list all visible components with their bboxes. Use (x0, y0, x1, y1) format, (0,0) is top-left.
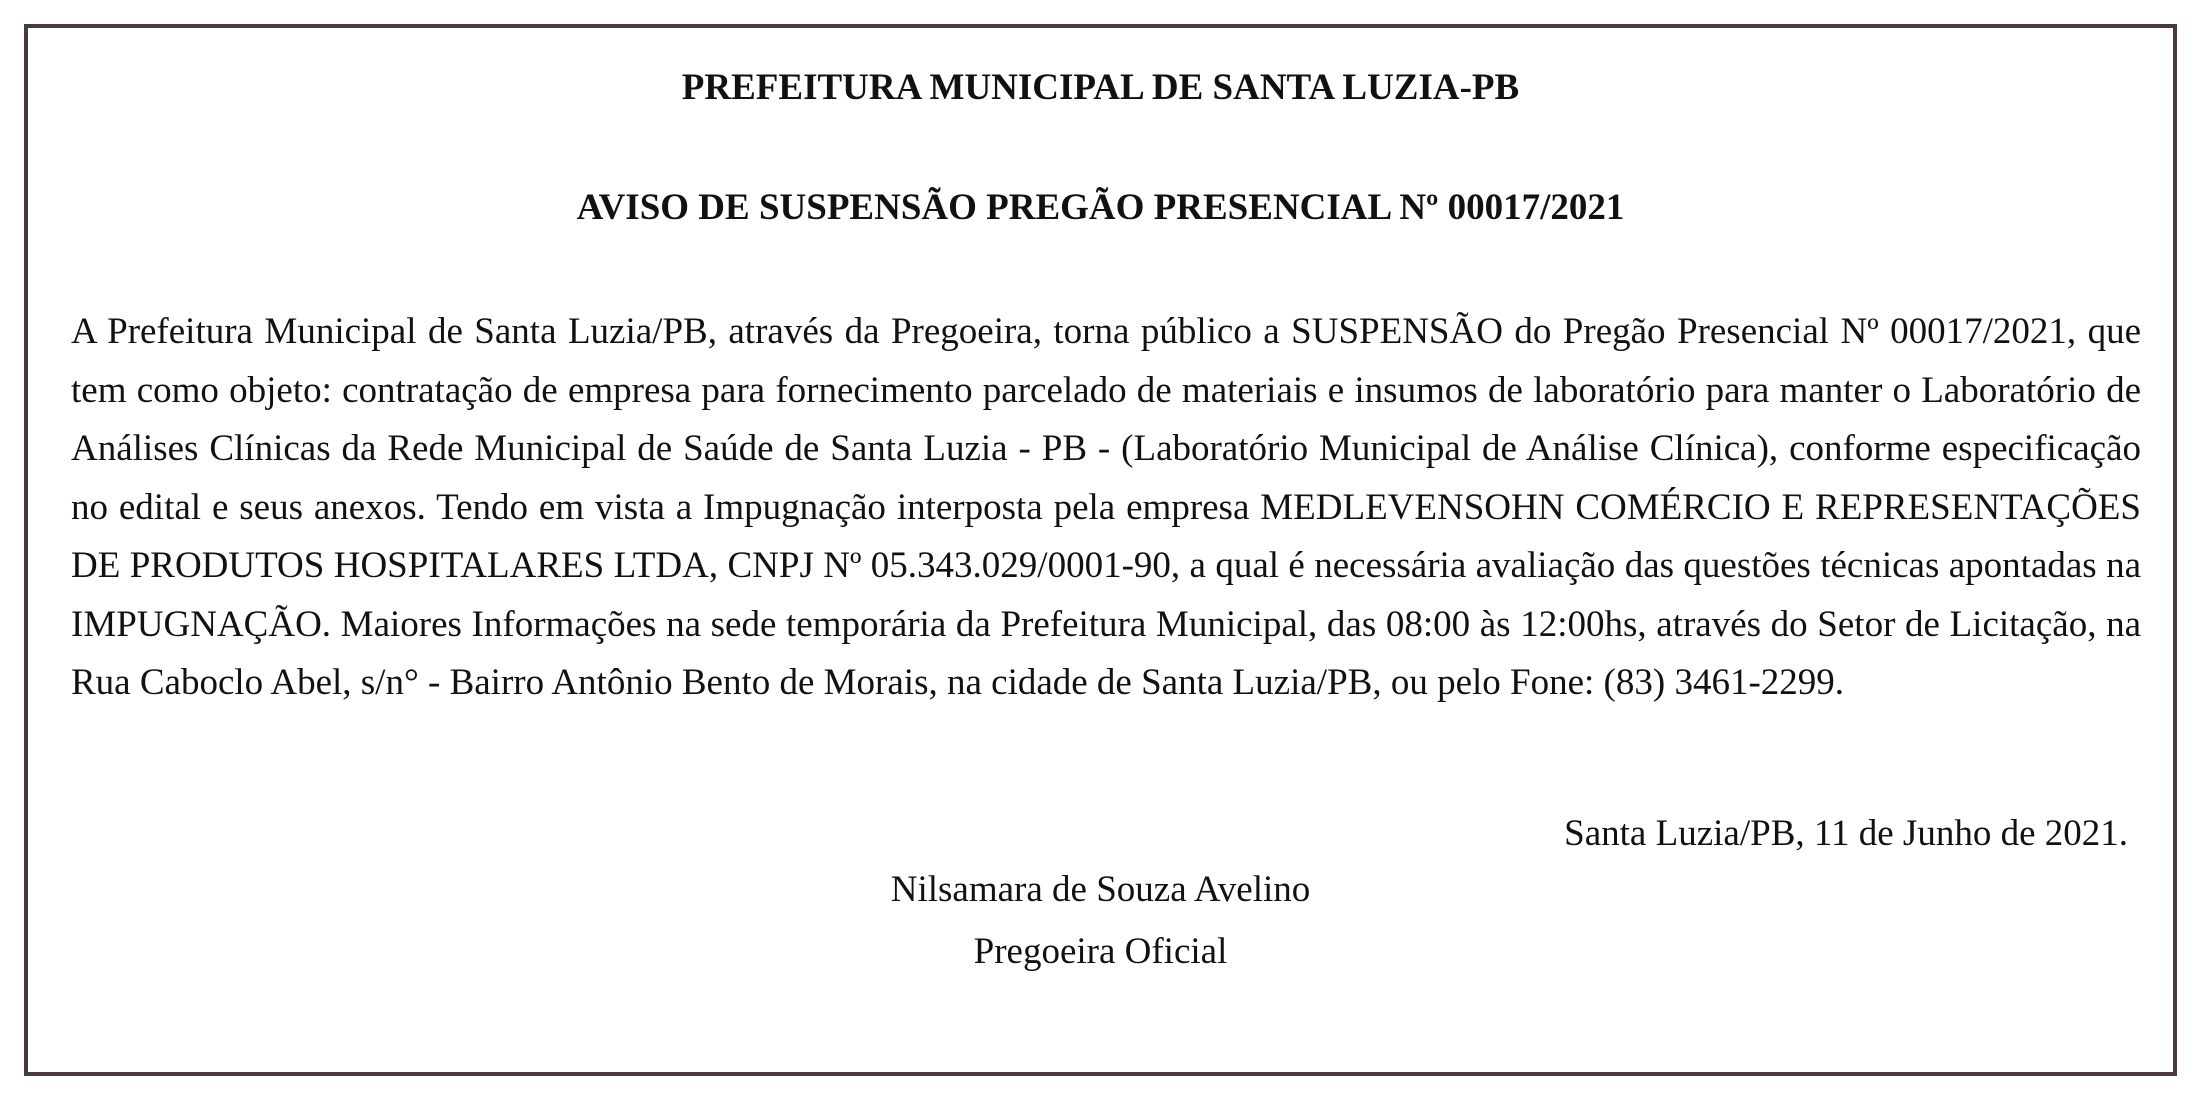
notice-date: Santa Luzia/PB, 11 de Junho de 2021. (1564, 813, 2128, 854)
signer-name: Nilsamara de Souza Avelino (890, 869, 1311, 910)
notice-box (24, 24, 2177, 1076)
signer-role: Pregoeira Oficial (973, 931, 1228, 972)
notice-title: AVISO DE SUSPENSÃO PREGÃO PRESENCIAL Nº 00017/2021 (576, 187, 1625, 228)
notice-body: A Prefeitura Municipal de Santa Luzia/PB, através da Pregoeira, torna público a SUSPENSÃO do Pregão Presencial Nº 00017/2021, que tem como objeto: contratação de empresa para fornecimento parcelado de materiais e insumos de laboratório para manter o Laboratório de Análises Clínicas da Rede Municipal de Saúde de Santa Luzia - PB - (Laboratório Municipal de Análise Clínica), conforme especificação no edital e seus anexos. Tendo em vista a Impugnação interposta pela empresa MEDLEVENSOHN COMÉRCIO E REPRESENTAÇÕES DE PRODUTOS HOSPITALARES LTDA, CNPJ Nº 05.343.029/0001-90, a qual é necessária avaliação das questões técnicas apontadas na IMPUGNAÇÃO. Maiores Informações na sede temporária da Prefeitura Municipal, das 08:00 às 12:00hs, através do Setor de Licitação, na Rua Caboclo Abel, s/n° - Bairro Antônio Bento de Morais, na cidade de Santa Luzia/PB, ou pelo Fone: (83) 3461-2299. (71, 311, 2141, 703)
notice-header: PREFEITURA MUNICIPAL DE SANTA LUZIA-PB (681, 67, 1520, 108)
